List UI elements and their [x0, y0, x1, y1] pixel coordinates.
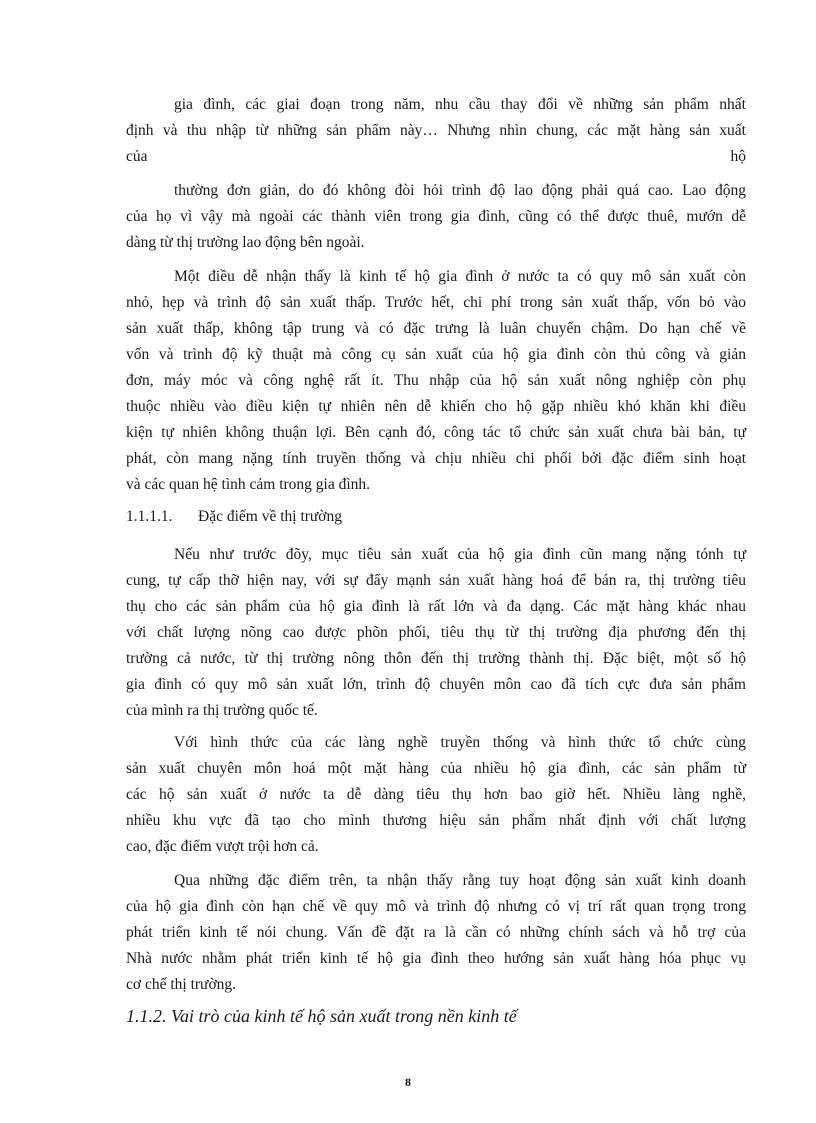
- text-line: của hộ: [126, 148, 746, 165]
- text-line: đơn, máy móc và công nghệ rất ít. Thu nhập của hộ sản xuất nông nghiệp còn phụ: [126, 372, 746, 389]
- text-line: nhiều khu vực đã tạo cho mình thương hiệu sản phẩm nhất định với chất lượng: [126, 812, 746, 829]
- text-line: gia đình có quy mô sản xuất lớn, trình độ chuyên môn cao đã tích cực đưa sản phẩm: [126, 676, 746, 693]
- text-line: của mình ra thị trường quốc tế.: [126, 702, 318, 719]
- text-line: định và thu nhập từ những sản phẩm này… Nhưng nhìn chung, các mặt hàng sản xuất: [126, 122, 746, 139]
- text-line: của hộ gia đình còn hạn chế về quy mô và trình độ nhưng có vị trí rất quan trọng trong: [126, 898, 746, 915]
- text-line: gia đình, các giai đoạn trong năm, nhu cầu thay đổi về những sản phẩm nhất: [174, 96, 746, 113]
- text-line: cung, tự cấp thỡ hiện nay, với sự đẩy mạnh sản xuất hàng hoá để bán ra, thị trường tiêu: [126, 572, 746, 589]
- paragraph-5: [126, 730, 746, 860]
- text-line: với chất lượng nõng cao được phõn phối, tiêu thụ từ thị trường địa phương đến thị: [126, 624, 746, 641]
- text-line: nhỏ, hẹp và trình độ sản xuất thấp. Trước hết, chi phí trong sản xuất thấp, vốn bỏ vào: [126, 294, 746, 311]
- text-line: thụ cho các sản phẩm của hộ gia đình là rất lớn và đa dạng. Các mặt hàng khác nhau: [126, 598, 746, 615]
- text-line: vốn và trình độ kỹ thuật mà công cụ sản xuất của hộ gia đình còn thủ công và giản: [126, 346, 746, 363]
- section-title: Đặc điểm về thị trường: [198, 508, 343, 525]
- paragraph-6: [126, 868, 746, 998]
- text-line: các hộ sản xuất ở nước ta dễ dàng tiêu thụ hơn bao giờ hết. Nhiều làng nghề,: [126, 786, 746, 803]
- section-number: 1.1.1.1.: [126, 508, 173, 525]
- text-line: của họ vì vậy mà ngoài các thành viên trong gia đình, cũng có thể được thuê, mướn dễ: [126, 208, 746, 225]
- section-heading: [126, 508, 342, 526]
- paragraph-1: [126, 92, 746, 170]
- text-line: phát triển kinh tế nói chung. Vấn đề đặt ra là cần có những chính sách và hỗ trợ của: [126, 924, 746, 941]
- text-line: và các quan hệ tình cảm trong gia đình.: [126, 476, 371, 493]
- subsection-heading: 1.1.2. Vai trò của kinh tế hộ sản xuất trong nền kinh tế: [126, 1006, 517, 1026]
- text-line: thường đơn giản, do đó không đòi hỏi trình độ lao động phải quá cao. Lao động: [174, 182, 746, 199]
- text-line: Một điều dễ nhận thấy là kinh tế hộ gia đình ở nước ta có quy mô sản xuất còn: [174, 268, 746, 285]
- text-line: sản xuất thấp, không tập trung và có đặc trưng là luân chuyển chậm. Do hạn chế về: [126, 320, 746, 337]
- text-line: phát, còn mang nặng tính truyền thống và chịu nhiều chi phối bởi đặc điểm sinh hoạt: [126, 450, 746, 467]
- text-line: Nếu như trước đõy, mục tiêu sản xuất của hộ gia đình cũn mang nặng tónh tự: [174, 546, 746, 563]
- paragraph-3: [126, 264, 746, 498]
- text-line: thuộc nhiều vào điều kiện tự nhiên nên dễ khiến cho hộ gặp nhiều khó khăn khi điều: [126, 398, 746, 415]
- text-line: Qua những đặc điểm trên, ta nhận thấy rằng tuy hoạt động sản xuất kinh doanh: [174, 872, 746, 889]
- paragraph-2: [126, 178, 746, 256]
- text-line: sản xuất chuyên môn hoá một mặt hàng của nhiều hộ gia đình, các sản phẩm từ: [126, 760, 746, 777]
- text-line: cơ chế thị trường.: [126, 976, 237, 993]
- page-number: 8: [405, 1075, 411, 1089]
- text-line: Với hình thức của các làng nghề truyền thống và hình thức tổ chức cùng: [174, 734, 746, 751]
- paragraph-4: [126, 542, 746, 724]
- text-line: cao, đặc điểm vượt trội hơn cả.: [126, 838, 319, 855]
- text-line: dàng từ thị trường lao động bên ngoài.: [126, 234, 365, 251]
- text-line: trường cả nước, từ thị trường nông thôn đến thị trường thành thị. Đặc biệt, một số hộ: [126, 650, 746, 667]
- text-line: Nhà nước nhằm phát triển kinh tế hộ gia đình theo hướng sản xuất hàng hóa phục vụ: [126, 950, 746, 967]
- text-line: kiện tự nhiên không thuận lợi. Bên cạnh đó, công tác tổ chức sản xuất chưa bài bản, tự: [126, 424, 746, 441]
